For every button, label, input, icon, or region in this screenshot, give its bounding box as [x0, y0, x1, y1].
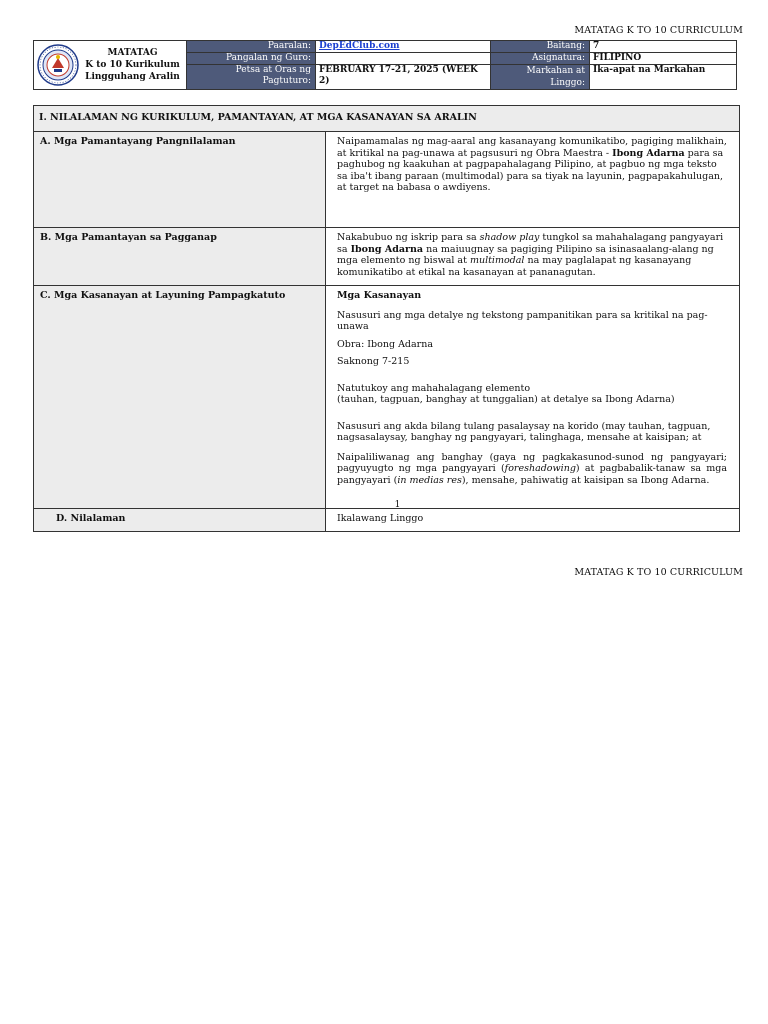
- text-span: ) at pagbabalik-tanaw sa mga pangyayari (: [337, 463, 727, 486]
- text-span: ), mensahe, pahiwatig at kaisipan sa Ibong Adarna.: [461, 474, 710, 486]
- lesson-header-table: [33, 40, 737, 90]
- asignatura-label: Asignatura:: [491, 53, 590, 65]
- content-standards-label: A. Mga Pamantayang Pangnilalaman: [34, 132, 326, 227]
- header-title: [79, 47, 186, 83]
- bold-span: Ibong Adarna: [350, 243, 424, 255]
- performance-standards-label: B. Mga Pamantayan sa Pagganap: [34, 228, 326, 285]
- competency-p1: Nasusuri ang mga detalye ng tekstong pampanitikan para sa kritikal na pag-unawa: [337, 309, 708, 332]
- markahan-label-line2: Linggo:: [550, 78, 585, 88]
- curriculum-content-table: [33, 105, 740, 532]
- header-logo-cell: [34, 41, 187, 89]
- content-label: D. Nilalaman: [34, 509, 326, 531]
- performance-standards-text: [326, 228, 739, 285]
- competency-p3: Saknong 7-215: [337, 356, 410, 367]
- petsa-value: FEBRUARY 17-21, 2025 (WEEK 2): [316, 65, 491, 89]
- competency-p4a: Natutukoy ang mahahalagang elemento: [337, 382, 531, 394]
- text-span: tungkol sa mahahalagang pangyayari sa: [337, 232, 724, 255]
- text-span: Naipamamalas ng mag-aaral ang kasanayang komunikatibo, pagiging malikhain, at kritikal na pag-unawa at pagsusuri ng Obra Maestra -: [337, 136, 727, 159]
- content-standards-row: [34, 132, 739, 228]
- text-span: Naipaliliwanag ang banghay (gaya ng pagkakasunod-sunod ng pangyayari; pagyuyugto ng mga pangyayari (: [337, 451, 727, 474]
- deped-seal-icon: [37, 44, 79, 86]
- header-title-line2: K to 10 Kurikulum: [85, 60, 180, 70]
- content-row: [34, 509, 739, 531]
- italic-span: shadow play: [479, 232, 540, 243]
- markahan-label: [491, 65, 590, 89]
- italic-span: foreshadowing: [504, 463, 576, 474]
- header-title-line3: Lingguhang Aralin: [85, 72, 180, 82]
- text-span: na may paglalapat ng kasanayang komunikatibo at etikal na kasanayan at pananagutan.: [337, 255, 692, 278]
- header-fields-grid: [187, 41, 736, 89]
- petsa-label: Petsa at Oras ng Pagtuturo:: [187, 65, 316, 89]
- competency-p6: [337, 452, 727, 487]
- bold-span: Ibong Adarna: [612, 147, 685, 159]
- baitang-label: Baitang:: [491, 41, 590, 53]
- competency-p2: Obra: Ibong Adarna: [337, 338, 433, 350]
- guro-value: [316, 53, 491, 65]
- competency-p5: Nasusuri ang akda bilang tulang pasalaysay na korido (may tauhan, tagpuan, nagsasalaysay, banghay ng pangyayari, talinghaga, mensahe at kaisipan; at: [337, 420, 711, 443]
- header-title-line1: MATATAG: [107, 48, 158, 58]
- content-value: Ikalawang Linggo: [326, 509, 739, 531]
- markahan-label-line1: Markahan at: [526, 66, 585, 76]
- learning-competencies-text: [326, 286, 739, 508]
- text-span: para sa paghubog ng kaakuhan at pagpapahalagang Pilipino, at pagbuo ng mga teksto sa iba't ibang paraan (multimodal) para sa tiyak na layunin, pagpapakahulugan, at target na babasa o awdiyens.: [337, 147, 724, 193]
- page-number: 1: [394, 500, 401, 510]
- text-span: na maiuugnay sa pagiging Pilipino sa isinasaalang-alang ng mga elemento ng biswal at: [337, 243, 714, 266]
- competencies-heading: Mga Kasanayan: [337, 290, 422, 301]
- running-head: MATATAG K TO 10 CURRICULUM: [574, 25, 743, 36]
- baitang-value: 7: [590, 41, 736, 53]
- learning-competencies-label: C. Mga Kasanayan at Layuning Pampagkatuto: [34, 286, 326, 508]
- learning-competencies-row: [34, 286, 739, 509]
- italic-span: multimodal: [469, 255, 525, 266]
- text-span: Nakabubuo ng iskrip para sa: [337, 232, 480, 243]
- section-title: I. NILALAMAN NG KURIKULUM, PAMANTAYAN, AT MGA KASANAYAN SA ARALIN: [34, 106, 739, 132]
- paaralan-link[interactable]: DepEdClub.com: [319, 41, 400, 51]
- italic-span: in medias res: [397, 474, 462, 486]
- guro-label: Pangalan ng Guro:: [187, 53, 316, 65]
- asignatura-value: FILIPINO: [590, 53, 736, 65]
- paaralan-label: Paaralan:: [187, 41, 316, 53]
- running-head-page2: MATATAG K TO 10 CURRICULUM: [574, 567, 743, 578]
- content-standards-text: [326, 132, 739, 227]
- paaralan-value: [316, 41, 491, 53]
- competency-p4b: (tauhan, tagpuan, banghay at tunggalian) at detalye sa Ibong Adarna): [337, 394, 675, 405]
- markahan-value: Ika-apat na Markahan: [593, 65, 706, 75]
- performance-standards-row: [34, 228, 739, 286]
